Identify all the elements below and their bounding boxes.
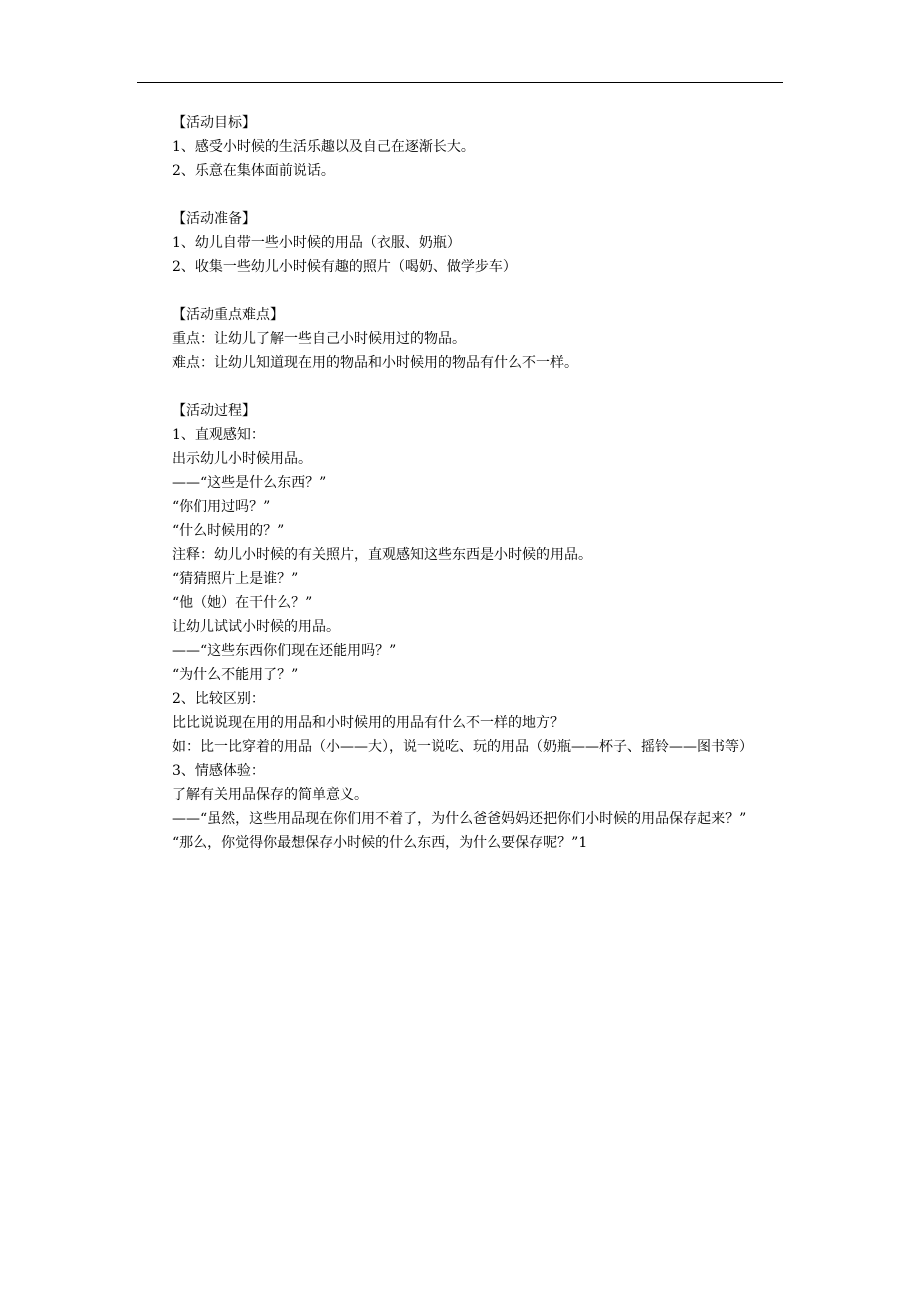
- header-rule: [137, 82, 783, 83]
- section-activity-preparation: [138, 207, 784, 279]
- document-body: [138, 111, 784, 855]
- list-item: 1、幼儿自带一些小时候的用品（衣服、奶瓶）: [172, 235, 461, 251]
- step-title: 1、直观感知：: [172, 427, 265, 443]
- spacer: [138, 183, 784, 207]
- section-heading: 【活动目标】: [172, 115, 256, 131]
- section-activity-process: [138, 399, 784, 855]
- section-key-points: [138, 303, 784, 375]
- example-paragraph: 如：比一比穿着的用品（小——大），说一说吃、玩的用品（奶瓶——杯子、摇铃——图书等）: [172, 739, 753, 755]
- section-heading: 【活动过程】: [172, 403, 256, 419]
- section-heading: 【活动准备】: [172, 211, 256, 227]
- step-title: 3、情感体验：: [172, 763, 265, 779]
- text-line: 注释：幼儿小时候的有关照片，直观感知这些东西是小时候的用品。: [172, 547, 592, 563]
- section-activity-goals: [138, 111, 784, 183]
- list-item: 重点：让幼儿了解一些自己小时候用过的物品。: [172, 331, 466, 347]
- list-item: 1、感受小时候的生活乐趣以及自己在逐渐长大。: [172, 139, 475, 155]
- step-title: 2、比较区别：: [172, 691, 265, 707]
- text-line: 让幼儿试试小时候的用品。: [172, 619, 340, 635]
- dialogue-line: “为什么不能用了？”: [172, 667, 299, 683]
- dialogue-line: “他（她）在干什么？”: [172, 595, 313, 611]
- text-line: 了解有关用品保存的简单意义。: [172, 787, 368, 803]
- dialogue-line: “你们用过吗？”: [172, 499, 271, 515]
- dialogue-line: ——“这些是什么东西？”: [172, 475, 327, 491]
- list-item: 难点：让幼儿知道现在用的物品和小时候用的物品有什么不一样。: [172, 355, 578, 371]
- dialogue-line: “什么时候用的？”: [172, 523, 285, 539]
- question-paragraph: ——“虽然，这些用品现在你们用不着了，为什么爸爸妈妈还把你们小时候的用品保存起来？”: [172, 811, 747, 827]
- list-item: 2、乐意在集体面前说话。: [172, 163, 335, 179]
- spacer: [138, 279, 784, 303]
- dialogue-line: “猜猜照片上是谁？”: [172, 571, 299, 587]
- text-line: 出示幼儿小时候用品。: [172, 451, 312, 467]
- spacer: [138, 375, 784, 399]
- closing-question: “那么，你觉得你最想保存小时候的什么东西，为什么要保存呢？”1: [172, 835, 588, 851]
- text-line: 比比说说现在用的用品和小时候用的用品有什么不一样的地方？: [172, 715, 564, 731]
- list-item: 2、收集一些幼儿小时候有趣的照片（喝奶、做学步车）: [172, 259, 517, 275]
- dialogue-line: ——“这些东西你们现在还能用吗？”: [172, 643, 397, 659]
- section-heading: 【活动重点难点】: [172, 307, 284, 323]
